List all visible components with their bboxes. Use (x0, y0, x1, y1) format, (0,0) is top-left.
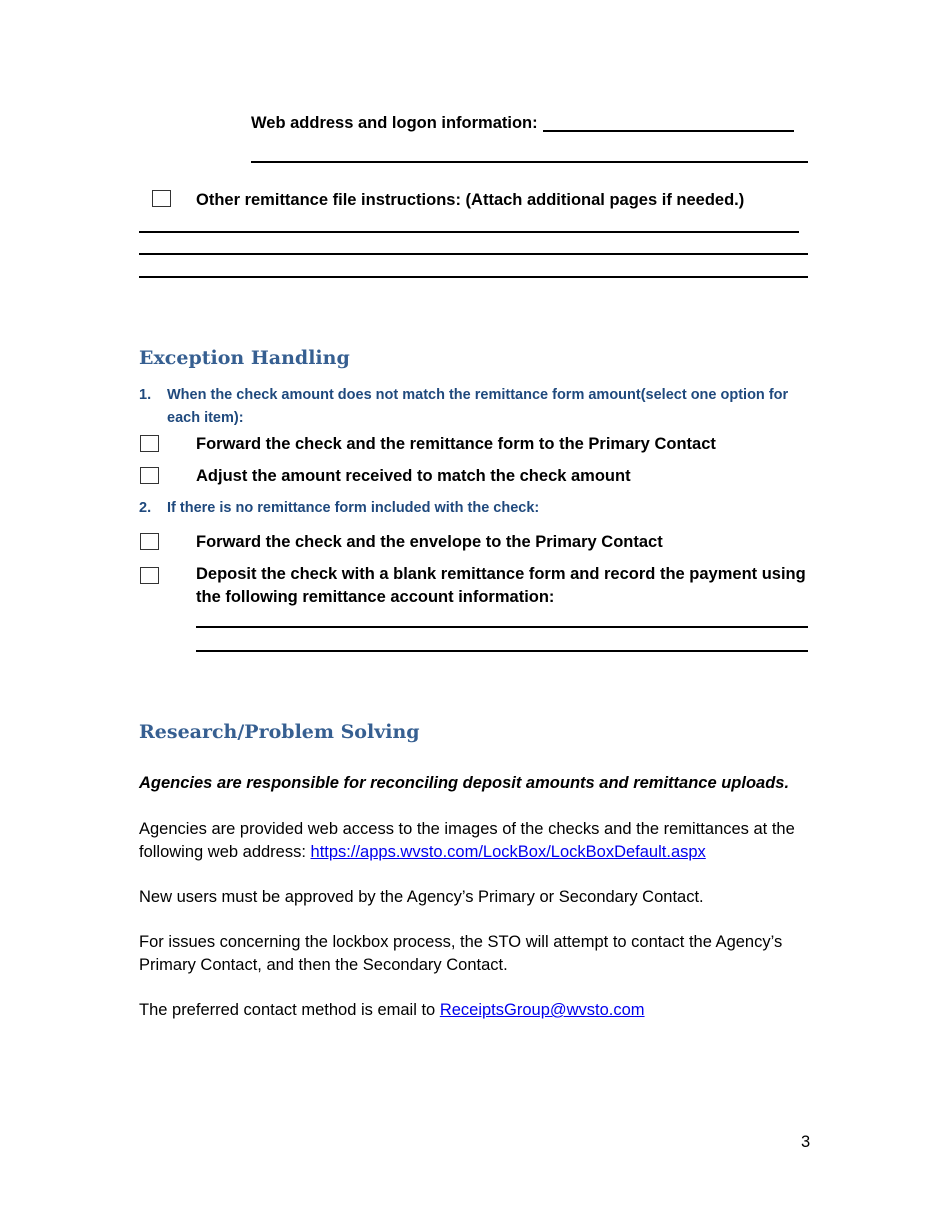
web-access-text: Agencies are provided web access to the images of the checks and the remittances at the following web address: (139, 820, 795, 861)
forward-check-envelope-checkbox[interactable] (140, 533, 159, 550)
forward-check-remittance-checkbox[interactable] (140, 435, 159, 452)
exception-item-2-number: 2. (139, 500, 152, 516)
forward-check-envelope-label: Forward the check and the envelope to the Primary Contact (196, 533, 663, 551)
web-address-label: Web address and logon information: (251, 114, 538, 132)
exception-item-1-text: When the check amount does not match the remittance form amount(select one option for each item): (167, 387, 789, 426)
research-emphasis: Agencies are responsible for reconciling deposit amounts and remittance uploads. (139, 774, 790, 792)
web-address-input-line-2[interactable] (251, 161, 808, 163)
adjust-amount-label: Adjust the amount received to match the check amount (196, 467, 631, 485)
deposit-check-checkbox[interactable] (140, 567, 159, 584)
adjust-amount-checkbox[interactable] (140, 467, 159, 484)
remittance-account-line-2[interactable] (196, 650, 808, 652)
lockbox-url-link[interactable]: https://apps.wvsto.com/LockBox/LockBoxDefault.aspx (310, 843, 706, 861)
web-address-input-line[interactable] (543, 130, 794, 132)
exception-handling-heading: Exception Handling (139, 347, 350, 369)
page-number: 3 (801, 1133, 811, 1151)
receipts-email-link[interactable]: ReceiptsGroup@wvsto.com (439, 1001, 645, 1019)
deposit-check-label: Deposit the check with a blank remittance form and record the payment using the following remittance account information: (196, 565, 806, 606)
exception-item-2-text: If there is no remittance form included with the check: (167, 500, 540, 516)
research-heading: Research/Problem Solving (139, 721, 420, 743)
other-instructions-label: Other remittance file instructions: (Attach additional pages if needed.) (196, 191, 745, 209)
other-instructions-line-1[interactable] (139, 231, 799, 233)
exception-item-1-number: 1. (139, 387, 152, 403)
other-instructions-line-3[interactable] (139, 276, 808, 278)
research-paragraph-web-access (139, 818, 819, 864)
other-instructions-line-2[interactable] (139, 253, 808, 255)
research-paragraph-contact (139, 999, 645, 1022)
remittance-account-line-1[interactable] (196, 626, 808, 628)
contact-method-text: The preferred contact method is email to (139, 1001, 440, 1019)
forward-check-remittance-label: Forward the check and the remittance form to the Primary Contact (196, 435, 716, 453)
research-paragraph-new-users: New users must be approved by the Agency’s Primary or Secondary Contact. (139, 888, 704, 906)
other-instructions-checkbox[interactable] (152, 190, 171, 207)
research-paragraph-issues: For issues concerning the lockbox process, the STO will attempt to contact the Agency’s Primary Contact, and then the Secondary Contact. (139, 933, 783, 974)
